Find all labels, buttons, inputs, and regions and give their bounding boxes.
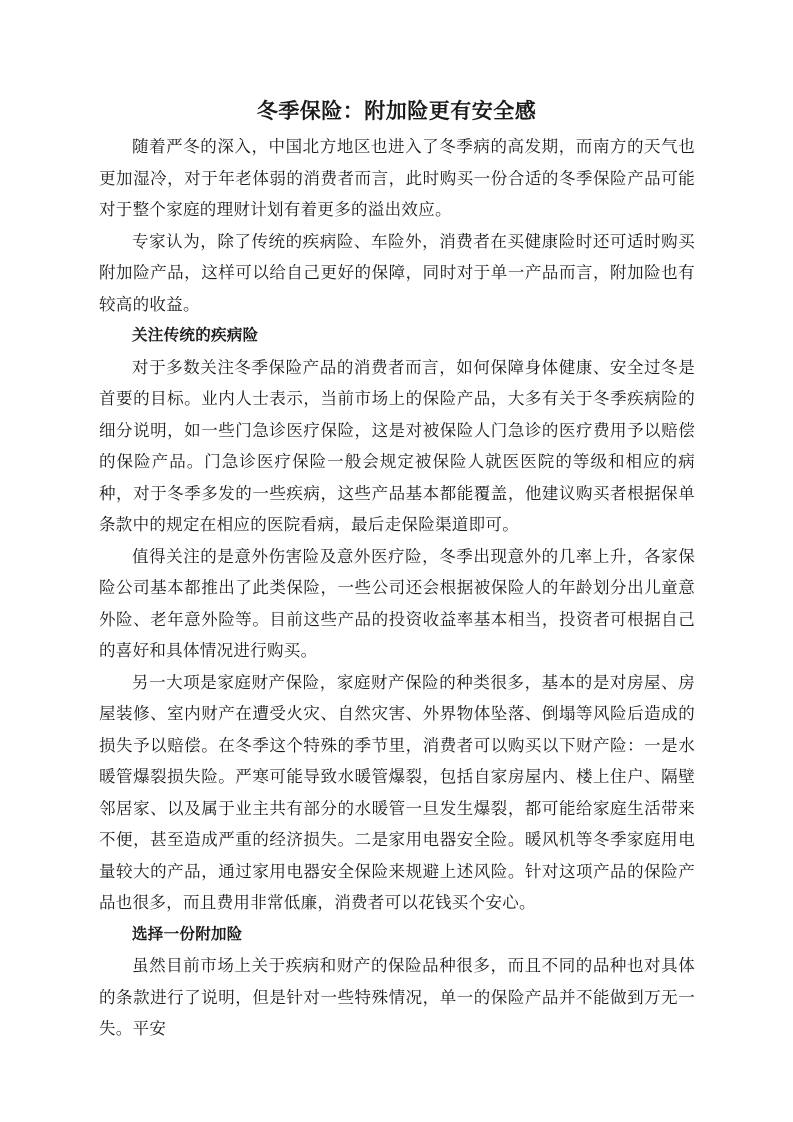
paragraph-section-1-3: 另一大项是家庭财产保险，家庭财产保险的种类很多，基本的是对房屋、房屋装修、室内财产在遭受火灾、自然灾害、外界物体坠落、倒塌等风险后造成的损失予以赔偿。在冬季这个特殊的季节里，消费者可以购买以下财产险：一是水暖管爆裂损失险。严寒可能导致水暖管爆裂，包括自家房屋内、楼上住户、隔壁邻居家、以及属于业主共有部分的水暖管一旦发生爆裂，都可能给家庭生活带来不便，甚至造成严重的经济损失。二是家用电器安全险。暖风机等冬季家庭用电量较大的产品，通过家用电器安全保险来规避上述风险。针对这项产品的保险产品也很多，而且费用非常低廉，消费者可以花钱买个安心。 — [99, 672, 695, 912]
article-title: 冬季保险：附加险更有安全感 — [256, 99, 537, 123]
paragraph-section-1-1: 对于多数关注冬季保险产品的消费者而言，如何保障身体健康、安全过冬是首要的目标。业内人士表示，当前市场上的保险产品，大多有关于冬季疾病险的细分说明，如一些门急诊医疗保险，这是对被保险人门急诊的医疗费用予以赔偿的保险产品。门急诊医疗保险一般会规定被保险人就医医院的等级和相应的病种，对于冬季多发的一些疾病，这些产品基本都能覆盖，他建议购买者根据保单条款中的规定在相应的医院看病，最后走保险渠道即可。 — [99, 357, 695, 534]
paragraph-intro-1: 随着严冬的深入，中国北方地区也进入了冬季病的高发期，而南方的天气也更加湿冷，对于年老体弱的消费者而言，此时购买一份合适的冬季保险产品可能对于整个家庭的理财计划有着更多的溢出效应。 — [99, 137, 695, 219]
paragraph-section-1-2: 值得关注的是意外伤害险及意外医疗险，冬季出现意外的几率上升，各家保险公司基本都推出了此类保险，一些公司还会根据被保险人的年龄划分出儿童意外险、老年意外险等。目前这些产品的投资收益率基本相当，投资者可根据自己的喜好和具体情况进行购买。 — [99, 546, 695, 660]
paragraph-intro-2: 专家认为，除了传统的疾病险、车险外，消费者在买健康险时还可适时购买附加险产品，这样可以给自己更好的保障，同时对于单一产品而言，附加险也有较高的收益。 — [99, 231, 695, 314]
section-heading-add-on-insurance: 选择一份附加险 — [132, 924, 243, 943]
section-heading-traditional-illness: 关注传统的疾病险 — [132, 326, 259, 344]
article-body — [99, 131, 695, 1045]
paragraph-section-2-1: 虽然目前市场上关于疾病和财产的保险品种很多，而且不同的品种也对具体的条款进行了说明，但是针对一些特殊情况，单一的保险产品并不能做到万无一失。平安 — [99, 956, 695, 1038]
